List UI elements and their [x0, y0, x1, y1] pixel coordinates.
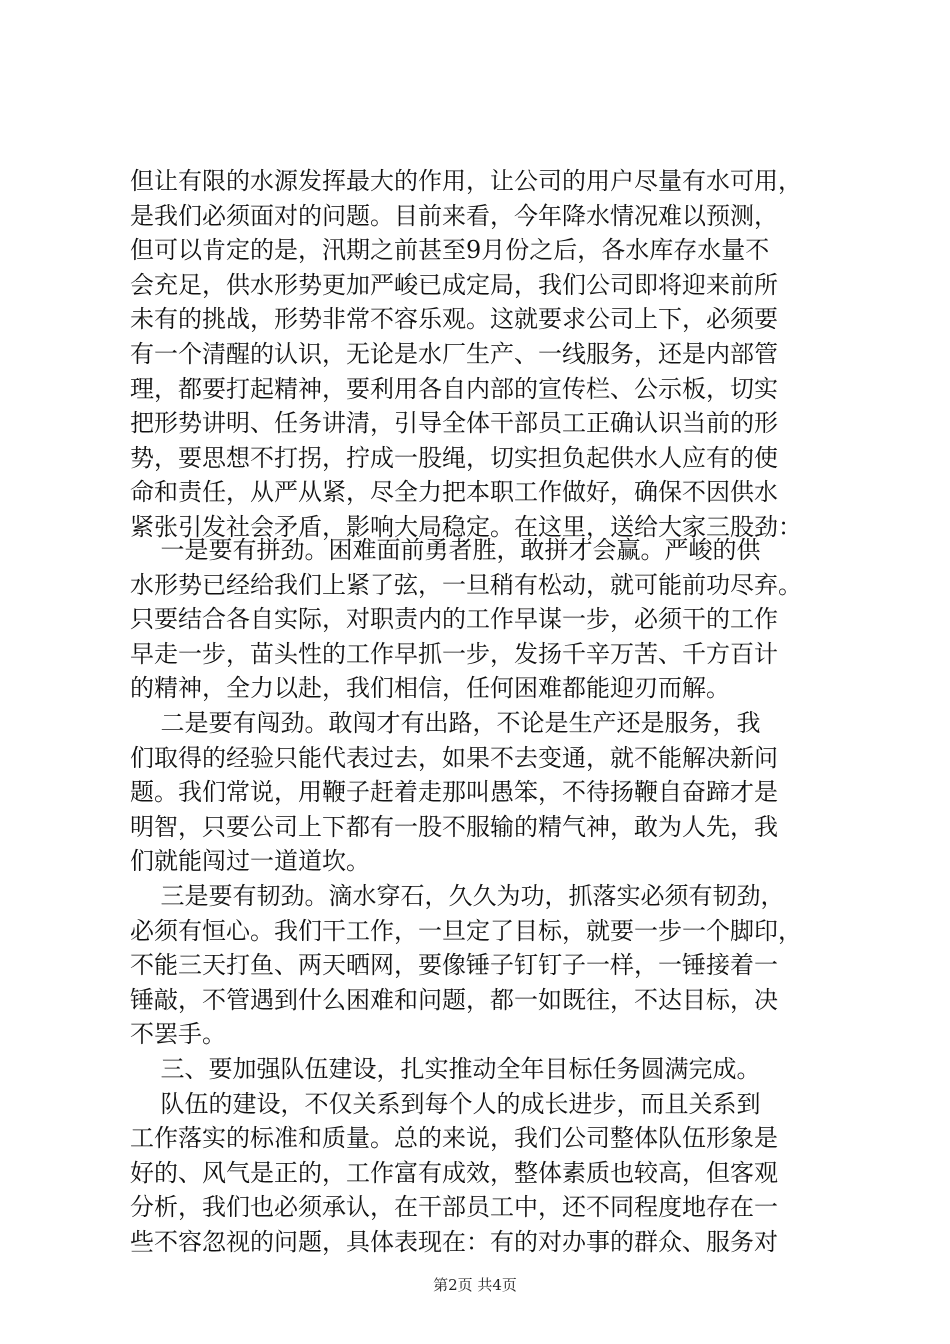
- page-footer: 第2页 共4页: [433, 1276, 517, 1294]
- body-text-block-1: 但让有限的水源发挥最大的作用，让公司的用户尽量有水可用， 是我们必须面对的问题。目前来看，今年降水情况难以预测， 但可以肯定的是，汛期之前甚至9月份之后，各水库存水量不 会充足，供水形势更加严峻已成定局，我们公司即将迎来前所 未有的挑战，形势非常不容乐观。这就要求公司上下，必须要 有一个清醒的认识，无论是水厂生产、一线服务，还是内部管 理，都要打起精神，要利用各自内部的宣传栏、公示板，切实 把形势讲明、任务讲清，引导全体干部员工正确认识当前的形 势，要思想不打拐，拧成一股绳，切实担负起供水人应有的使 命和责任，从严从紧，尽全力把本职工作做好，确保不因供水 紧张引发社会矛盾，影响大局稳定。在这里，送给大家三股劲：: [130, 167, 802, 541]
- body-text-block-2: 一是要有拼劲。困难面前勇者胜，敢拼才会赢。严峻的供 水形势已经给我们上紧了弦，一旦稍有松动，就可能前功尽弃。 只要结合各自实际，对职责内的工作早谋一步，必须干的工作 早走一步，苗头性的工作早抓一步，发扬千辛万苦、千方百计 的精神，全力以赴，我们相信，任何困难都能迎刃而解。 二是要有闯劲。敢闯才有出路，不论是生产还是服务，我 们取得的经验只能代表过去，如果不去变通，就不能解决新问 题。我们常说，用鞭子赶着走那叫愚笨，不待扬鞭自奋蹄才是 明智，只要公司上下都有一股不服输的精气神，敢为人先，我 们就能闯过一道道坎。 三是要有韧劲。滴水穿石，久久为功，抓落实必须有韧劲， 必须有恒心。我们干工作，一旦定了目标，就要一步一个脚印， 不能三天打鱼、两天晒网，要像锤子钉钉子一样，一锤接着一 锤敲，不管遇到什么困难和问题，都一如既往，不达目标，决 不罢手。 三、要加强队伍建设，扎实推动全年目标任务圆满完成。 队伍的建设，不仅关系到每个人的成长进步，而且关系到 工作落实的标准和质量。总的来说，我们公司整体队伍形象是 好的、风气是正的，工作富有成效，整体素质也较高，但客观 分析，我们也必须承认，在干部员工中，还不同程度地存在一 些不容忽视的问题，具体表现在：有的对办事的群众、服务对: [130, 536, 802, 1256]
